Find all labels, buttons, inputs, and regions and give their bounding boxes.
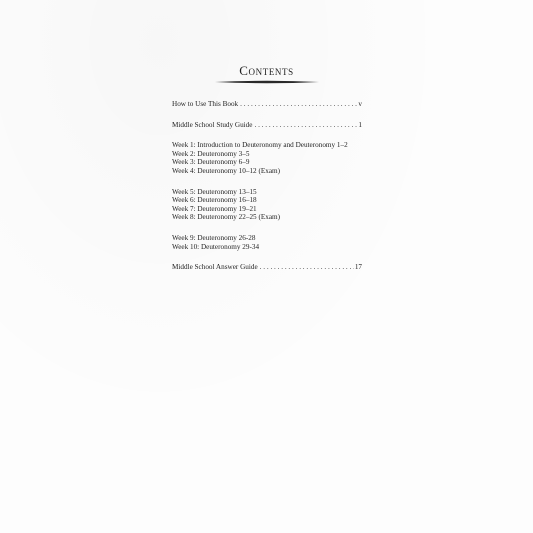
leader-dots xyxy=(254,121,357,130)
toc-week-line[interactable]: Week 5: Deuteronomy 13–15 xyxy=(172,187,257,196)
toc-week-group-1 xyxy=(172,141,362,175)
toc-entry-page-number: 1 xyxy=(358,120,362,129)
toc-week-line[interactable]: Week 9: Deuteronomy 26-28 xyxy=(172,233,256,242)
toc-week-line[interactable]: Week 6: Deuteronomy 16–18 xyxy=(172,196,257,205)
leader-dots xyxy=(240,100,357,109)
toc-entry-label: Middle School Answer Guide xyxy=(172,263,258,272)
heading-flourish-rule xyxy=(215,80,319,84)
contents-heading-wrap xyxy=(0,64,533,78)
toc-entry-label: How to Use This Book xyxy=(172,100,239,108)
toc-group-answer-guide xyxy=(172,263,362,272)
contents-heading: Contents xyxy=(239,63,294,78)
toc-week-group-3 xyxy=(172,234,362,251)
toc-week-group-2 xyxy=(172,188,362,222)
toc-week-line[interactable]: Week 7: Deuteronomy 19–21 xyxy=(172,204,257,213)
leader-dots xyxy=(260,263,354,272)
toc-week-line[interactable]: Week 2: Deuteronomy 3–5 xyxy=(172,149,250,158)
table-of-contents xyxy=(172,100,362,284)
toc-week-line[interactable]: Week 1: Introduction to Deuteronomy and Deuteronomy 1–2 xyxy=(172,141,348,150)
toc-group-how-to-use xyxy=(172,100,362,109)
toc-week-line[interactable]: Week 8: Deuteronomy 22–25 (Exam) xyxy=(172,213,281,222)
toc-entry-label: Middle School Study Guide xyxy=(172,120,253,129)
toc-entry-study-guide[interactable] xyxy=(172,121,362,130)
toc-entry-page-number: 17 xyxy=(354,263,362,272)
toc-entry-page-number: v xyxy=(358,100,362,108)
toc-entry-how-to-use[interactable] xyxy=(172,100,362,109)
toc-entry-answer-guide[interactable] xyxy=(172,263,362,272)
toc-group-study-guide xyxy=(172,121,362,130)
toc-week-line[interactable]: Week 4: Deuteronomy 10–12 (Exam) xyxy=(172,166,281,175)
toc-week-line[interactable]: Week 10: Deuteronomy 29-34 xyxy=(172,242,260,251)
toc-week-line[interactable]: Week 3: Deuteronomy 6–9 xyxy=(172,158,250,167)
